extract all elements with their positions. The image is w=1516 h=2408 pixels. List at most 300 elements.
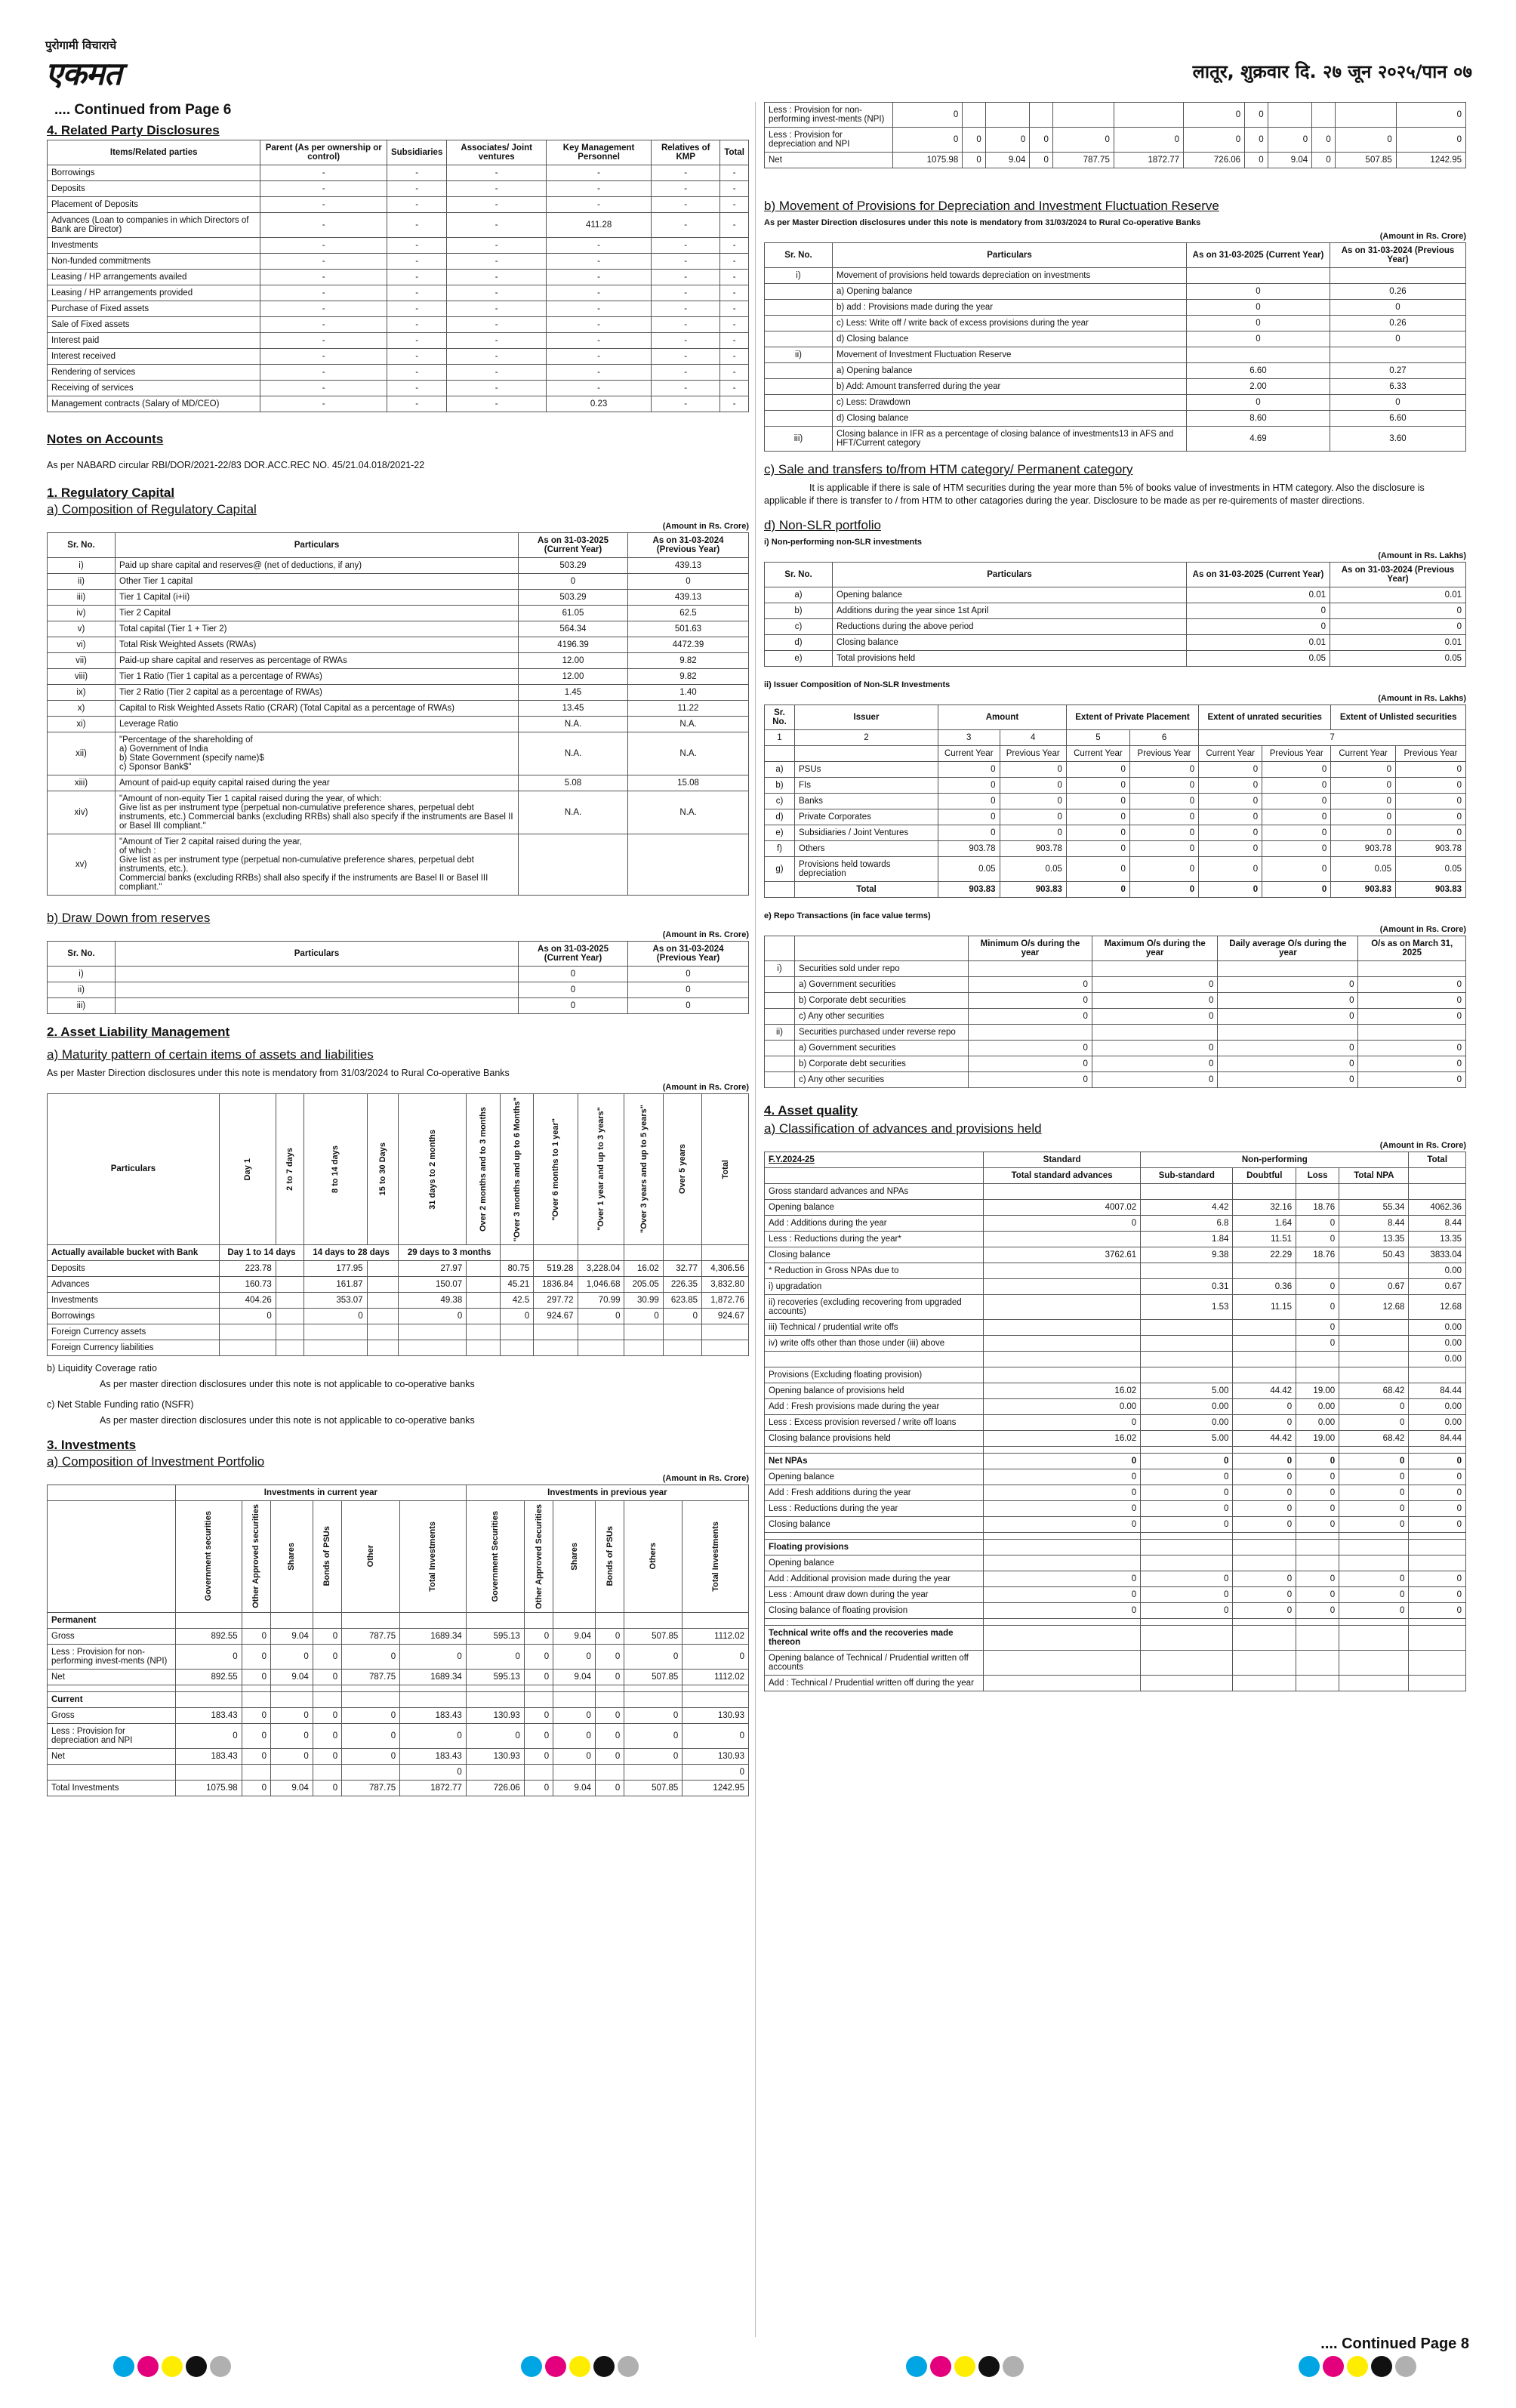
table-cell: 0 [1262, 825, 1331, 840]
header-cell: As on 31-03-2024 (Previous Year) [628, 532, 749, 557]
notes-circular: As per NABARD circular RBI/DOR/2021-22/83 DOR.ACC.REC NO. 45/21.04.018/2021-22 [47, 460, 425, 470]
table-cell: 0 [524, 1644, 553, 1669]
table-cell [683, 1612, 749, 1628]
table-cell: 9.82 [628, 668, 749, 684]
table-cell: i) [765, 960, 795, 976]
investments-table [47, 1485, 749, 1796]
table-cell: 0 [1296, 1215, 1339, 1231]
table-cell [271, 1691, 313, 1707]
header-cell: Particulars [833, 562, 1187, 587]
repo-table [764, 936, 1466, 1088]
table-cell [765, 1056, 795, 1071]
table-cell: 0 [1129, 809, 1198, 825]
table-cell: Additions during the year since 1st April [833, 603, 1187, 618]
table-row [765, 427, 1466, 452]
table-cell: 0 [624, 1309, 663, 1324]
table-cell [1233, 1539, 1296, 1555]
registration-dot [978, 2356, 1000, 2377]
table-row [48, 1691, 749, 1707]
table-cell: Other Tier 1 capital [116, 573, 519, 589]
table-cell: 0.05 [938, 856, 1000, 881]
table-cell: 0 [1409, 1453, 1466, 1469]
header-label: Total [720, 1159, 730, 1179]
table-cell [271, 1764, 313, 1780]
table-cell: 903.78 [938, 840, 1000, 856]
table-row [48, 1685, 749, 1691]
header-label: Other [366, 1545, 376, 1568]
table-cell: d) [765, 634, 833, 650]
table-cell: 0 [313, 1628, 341, 1644]
table-cell: - [387, 381, 446, 396]
table-row [765, 793, 1466, 809]
header-cell [765, 936, 795, 960]
table-cell: 0 [304, 1309, 367, 1324]
table-cell [1339, 1532, 1409, 1539]
table-row [48, 165, 749, 181]
table-cell [1409, 1183, 1466, 1199]
table-row [765, 363, 1466, 379]
reg-capital-title: 1. Regulatory Capital [47, 485, 175, 500]
table-cell: 183.43 [176, 1707, 242, 1723]
table-cell: 1.45 [519, 684, 628, 700]
table-cell: Borrowings [48, 1309, 220, 1324]
table-cell [466, 1764, 524, 1780]
header-cell: As on 31-03-2025 (Current Year) [519, 532, 628, 557]
table-cell: 0 [1296, 1586, 1339, 1602]
table-cell: Less : Reductions during the year* [765, 1231, 984, 1247]
header-label: Others [649, 1543, 658, 1570]
drawdown-amount-note: (Amount in Rs. Crore) [662, 930, 749, 939]
table-cell: - [547, 333, 652, 349]
table-cell [1092, 1024, 1218, 1040]
table-cell [765, 976, 795, 992]
reg-capital-amount-note: (Amount in Rs. Crore) [662, 521, 749, 531]
table-cell: 297.72 [534, 1293, 578, 1309]
table-cell [1296, 1618, 1339, 1625]
table-row [48, 1644, 749, 1669]
table-row [48, 775, 749, 791]
inv-group-current: Investments in current year [176, 1485, 467, 1500]
table-cell: 0 [624, 1748, 683, 1764]
investments-amount-note: (Amount in Rs. Crore) [662, 1473, 749, 1483]
registration-dot [1395, 2356, 1416, 2377]
table-cell: 0 [1330, 300, 1466, 316]
table-cell: - [720, 197, 749, 213]
table-cell: 439.13 [628, 557, 749, 573]
table-cell: 507.85 [1335, 153, 1396, 168]
table-cell: 0 [1187, 316, 1330, 331]
registration-dots-1 [113, 2356, 231, 2377]
table-cell [765, 1071, 795, 1087]
table-cell [1296, 1263, 1339, 1278]
table-cell: i) [48, 557, 116, 573]
table-cell: 0 [1330, 395, 1466, 411]
header-label: Total Investments [428, 1521, 438, 1592]
table-cell: 0.00 [1296, 1414, 1339, 1430]
alm-note: As per Master Direction disclosures under this note is mendatory from 31/03/2024 to Rural Co-operative Banks [47, 1067, 510, 1078]
table-cell: 0 [1066, 777, 1129, 793]
table-cell: 0 [1339, 1398, 1409, 1414]
table-cell: 0 [628, 966, 749, 982]
table-row [48, 1309, 749, 1324]
table-cell: vi) [48, 637, 116, 652]
table-cell: 1.53 [1141, 1294, 1233, 1319]
header-cell: Amount [938, 705, 1067, 729]
table-cell: 0 [1233, 1602, 1296, 1618]
registration-dot [569, 2356, 590, 2377]
table-cell: 0 [1358, 1056, 1466, 1071]
table-cell: Paid-up share capital and reserves as percentage of RWAs [116, 652, 519, 668]
table-cell: 6.60 [1187, 363, 1330, 379]
table-cell: 0 [938, 793, 1000, 809]
table-cell: 1242.95 [1396, 153, 1465, 168]
nsfr-text: As per master direction disclosures under this note is not applicable to co-operative banks [100, 1414, 475, 1426]
table-cell: 13.35 [1339, 1231, 1409, 1247]
table-cell: 0 [524, 1707, 553, 1723]
table-cell: 4.42 [1141, 1199, 1233, 1215]
table-cell: Current Year [938, 745, 1000, 761]
table-cell: 0.31 [1141, 1278, 1233, 1294]
table-cell: 1075.98 [176, 1780, 242, 1796]
investments-subtitle: a) Composition of Investment Portfolio [47, 1454, 265, 1469]
table-cell: 0.00 [1409, 1398, 1466, 1414]
table-row [765, 777, 1466, 793]
table-cell: 0 [1296, 1278, 1339, 1294]
table-cell: 13.35 [1409, 1231, 1466, 1247]
table-cell: 0 [1184, 128, 1245, 153]
table-cell: Opening balance of Technical / Prudential written off accounts [765, 1650, 984, 1675]
table-row [48, 1780, 749, 1796]
table-cell [1141, 1319, 1233, 1335]
table-cell: - [260, 181, 387, 197]
table-cell: - [260, 301, 387, 317]
table-cell [367, 1261, 399, 1277]
header-cell: Particulars [116, 532, 519, 557]
table-cell [1339, 1319, 1409, 1335]
table-cell: b) [765, 603, 833, 618]
table-cell: Amount of paid-up equity capital raised during the year [116, 775, 519, 791]
table-cell: 0 [1396, 103, 1465, 128]
table-cell: 0 [553, 1748, 596, 1764]
table-cell [48, 1764, 176, 1780]
table-cell: 0 [1395, 825, 1465, 840]
table-cell [466, 1691, 524, 1707]
header-cell [501, 1093, 534, 1244]
table-cell: Closing balance in IFR as a percentage of closing balance of investments13 in AFS and HFT/Current category [833, 427, 1187, 452]
table-cell [467, 1277, 501, 1293]
table-cell: 0 [1092, 1071, 1218, 1087]
table-cell: - [260, 270, 387, 285]
table-cell [1233, 1319, 1296, 1335]
table-cell: - [447, 317, 547, 333]
table-cell: 0 [963, 128, 986, 153]
table-cell: 62.5 [628, 605, 749, 621]
table-cell: - [387, 285, 446, 301]
table-cell: 0 [1409, 1485, 1466, 1500]
table-row [765, 1532, 1466, 1539]
table-cell: 14 days to 28 days [304, 1245, 399, 1261]
table-row [765, 1650, 1466, 1675]
table-cell: 0 [1129, 777, 1198, 793]
table-cell: - [720, 301, 749, 317]
table-cell: - [447, 349, 547, 365]
table-cell: Foreign Currency liabilities [48, 1340, 220, 1356]
table-cell: 0 [1358, 976, 1466, 992]
table-cell [578, 1340, 624, 1356]
table-cell: 0 [595, 1780, 624, 1796]
table-cell: 0.36 [1233, 1278, 1296, 1294]
table-cell: 0 [595, 1707, 624, 1723]
table-cell [765, 1008, 795, 1024]
table-cell: - [387, 301, 446, 317]
table-cell: 0 [893, 128, 963, 153]
table-cell: 0 [524, 1669, 553, 1685]
table-cell: Previous Year [1000, 745, 1066, 761]
column-divider [755, 102, 756, 2337]
header-label: Shares [569, 1542, 579, 1571]
table-cell: 0 [1141, 1453, 1233, 1469]
table-cell [663, 1340, 701, 1356]
table-row [48, 791, 749, 834]
table-cell: 507.85 [624, 1628, 683, 1644]
issuer-title: ii) Issuer Composition of Non-SLR Investments [764, 680, 951, 689]
table-cell [501, 1340, 534, 1356]
table-cell [1233, 1675, 1296, 1691]
table-cell [1296, 1183, 1339, 1199]
table-cell: 0 [1092, 976, 1218, 992]
table-row [765, 1539, 1466, 1555]
table-cell: 0.00 [1409, 1335, 1466, 1351]
registration-dot [618, 2356, 639, 2377]
table-cell: 5.08 [519, 775, 628, 791]
table-cell: 0 [1245, 153, 1268, 168]
header-label: Bonds of PSUs [322, 1526, 332, 1586]
table-row [48, 557, 749, 573]
table-cell: 1 [765, 729, 795, 745]
header-cell: As on 31-03-2025 (Current Year) [1187, 243, 1330, 268]
table-cell: 0 [1331, 777, 1396, 793]
table-cell [984, 1555, 1141, 1571]
table-cell: 0 [1339, 1453, 1409, 1469]
table-cell: - [260, 333, 387, 349]
header-label: Over 5 years [677, 1144, 687, 1195]
header-cell [242, 1500, 270, 1612]
table-cell: 9.04 [271, 1780, 313, 1796]
table-cell [1409, 1618, 1466, 1625]
table-cell: ii) recoveries (excluding recovering from upgraded accounts) [765, 1294, 984, 1319]
table-cell: - [720, 396, 749, 412]
table-cell: Securities sold under repo [795, 960, 969, 976]
table-row [765, 761, 1466, 777]
table-cell: 18.76 [1296, 1199, 1339, 1215]
table-cell: 507.85 [624, 1780, 683, 1796]
table-cell: Total Risk Weighted Assets (RWAs) [116, 637, 519, 652]
table-cell: - [652, 181, 720, 197]
table-cell [304, 1340, 367, 1356]
table-cell: ii) [765, 347, 833, 363]
table-cell: 3833.04 [1409, 1247, 1466, 1263]
table-row [765, 1071, 1466, 1087]
table-cell [765, 363, 833, 379]
table-cell: - [720, 285, 749, 301]
table-cell [1141, 1335, 1233, 1351]
table-cell: iv) write offs other than those under (iii) above [765, 1335, 984, 1351]
table-cell: 787.75 [342, 1628, 400, 1644]
table-cell [969, 1024, 1092, 1040]
table-cell [1339, 1183, 1409, 1199]
header-cell: Minimum O/s during the year [969, 936, 1092, 960]
table-cell: 0 [1187, 300, 1330, 316]
table-cell: 0.00 [1409, 1414, 1466, 1430]
table-cell: - [547, 165, 652, 181]
table-cell: 0 [595, 1644, 624, 1669]
table-cell: ii) [765, 1024, 795, 1040]
registration-dot [521, 2356, 542, 2377]
notes-title: Notes on Accounts [47, 432, 164, 446]
table-cell [367, 1340, 399, 1356]
table-cell [1233, 1555, 1296, 1571]
table-cell: 0 [1141, 1586, 1233, 1602]
table-cell: 0 [969, 1008, 1092, 1024]
table-cell [467, 1324, 501, 1340]
table-cell: 0 [1339, 1500, 1409, 1516]
table-cell: - [720, 349, 749, 365]
table-cell: 0.26 [1330, 284, 1466, 300]
table-cell: x) [48, 700, 116, 716]
table-cell: 0 [985, 128, 1030, 153]
registration-dot [210, 2356, 231, 2377]
table-cell: 0 [1187, 284, 1330, 300]
table-cell: 0 [1030, 128, 1053, 153]
table-cell: 0 [242, 1628, 270, 1644]
table-cell: 787.75 [1052, 153, 1114, 168]
table-cell [578, 1324, 624, 1340]
table-cell: i) [48, 966, 116, 982]
table-cell: - [387, 254, 446, 270]
table-cell: 27.97 [399, 1261, 467, 1277]
registration-dot [930, 2356, 951, 2377]
header-label: "Over 3 years and up to 5 years" [639, 1105, 649, 1234]
table-cell: - [652, 165, 720, 181]
table-cell [519, 834, 628, 895]
header-cell: As on 31-03-2024 (Previous Year) [1330, 243, 1466, 268]
inv-group-previous: Investments in previous year [466, 1485, 748, 1500]
header-cell [578, 1093, 624, 1244]
table-cell: 0 [1233, 1516, 1296, 1532]
table-row [765, 300, 1466, 316]
table-cell [176, 1685, 242, 1691]
table-row [48, 317, 749, 333]
table-row [765, 840, 1466, 856]
header-cell [467, 1093, 501, 1244]
table-cell [1296, 1351, 1339, 1367]
table-cell [1339, 1539, 1409, 1555]
table-cell: b) [765, 777, 795, 793]
table-cell: 892.55 [176, 1669, 242, 1685]
table-cell: 0 [1409, 1516, 1466, 1532]
table-cell [1141, 1183, 1233, 1199]
table-cell [116, 997, 519, 1013]
header-cell: Total [720, 140, 749, 165]
table-row [48, 381, 749, 396]
table-cell: 0 [1335, 128, 1396, 153]
table-cell [765, 379, 833, 395]
table-cell [1339, 1263, 1409, 1278]
table-cell: - [447, 270, 547, 285]
table-cell [1233, 1625, 1296, 1650]
table-cell: 0 [1092, 1056, 1218, 1071]
header-cell: Relatives of KMP [652, 140, 720, 165]
table-cell: 19.00 [1296, 1383, 1339, 1398]
table-row [765, 316, 1466, 331]
table-cell [765, 331, 833, 347]
table-cell: 503.29 [519, 557, 628, 573]
table-cell: 0 [1199, 809, 1262, 825]
table-cell [524, 1764, 553, 1780]
table-cell: - [720, 381, 749, 396]
table-cell: Deposits [48, 1261, 220, 1277]
header-cell: As on 31-03-2024 (Previous Year) [1330, 562, 1466, 587]
table-cell: vii) [48, 652, 116, 668]
header-label: 8 to 14 days [331, 1145, 340, 1193]
table-cell: FIs [795, 777, 938, 793]
table-cell [219, 1324, 276, 1340]
table-cell [1312, 103, 1336, 128]
table-cell: 0 [1296, 1294, 1339, 1319]
table-cell: 0 [969, 1071, 1092, 1087]
table-cell [342, 1764, 400, 1780]
table-cell: 0 [313, 1780, 341, 1796]
table-cell: e) [765, 825, 795, 840]
table-row [765, 284, 1466, 300]
table-row [48, 1324, 749, 1340]
table-row [48, 197, 749, 213]
table-cell: 0.05 [1395, 856, 1465, 881]
table-cell [534, 1245, 578, 1261]
table-cell [765, 992, 795, 1008]
table-cell: 0 [1218, 1008, 1358, 1024]
table-cell: 0 [1395, 761, 1465, 777]
table-cell [553, 1685, 596, 1691]
table-cell: Opening balance [833, 587, 1187, 603]
table-cell [1296, 1539, 1339, 1555]
table-cell: 0.00 [1409, 1319, 1466, 1335]
header-cell: Sr. No. [765, 243, 833, 268]
table-cell [624, 1324, 663, 1340]
table-row [48, 589, 749, 605]
header-label: "Over 1 year and up to 3 years" [596, 1107, 606, 1232]
nonslr-title: d) Non-SLR portfolio [764, 517, 881, 532]
table-cell: 0 [1339, 1586, 1409, 1602]
table-cell: - [720, 181, 749, 197]
table-row [765, 825, 1466, 840]
table-cell [534, 1340, 578, 1356]
table-cell: 404.26 [219, 1293, 276, 1309]
table-cell: 0 [176, 1723, 242, 1748]
table-cell: 0 [1052, 128, 1114, 153]
table-cell: 0 [984, 1602, 1141, 1618]
table-cell: 0 [1296, 1602, 1339, 1618]
table-cell: 0 [519, 966, 628, 982]
table-cell: 0 [1141, 1571, 1233, 1586]
table-cell [1330, 268, 1466, 284]
table-cell: 0.05 [1330, 650, 1466, 666]
masthead-dateline: लातूर, शुक्रवार दि. २७ जून २०२५/पान ०७ [1192, 61, 1472, 82]
table-cell: Less : Provision for non-performing invest-ments (NPI) [765, 103, 893, 128]
table-cell: 0 [1233, 1586, 1296, 1602]
table-row [48, 966, 749, 982]
table-cell [1339, 1367, 1409, 1383]
